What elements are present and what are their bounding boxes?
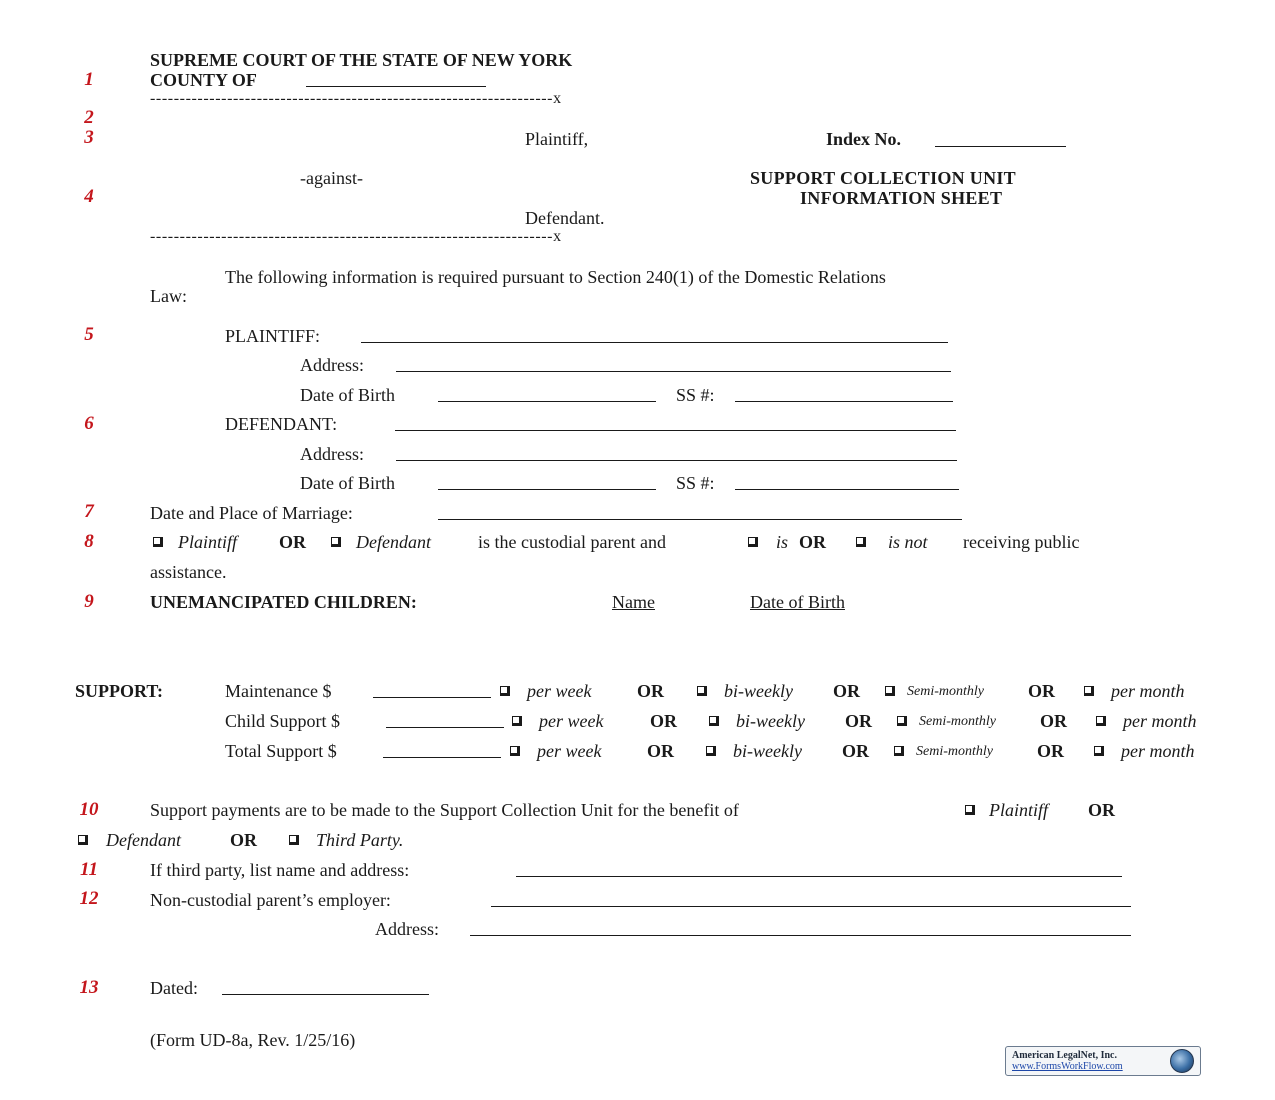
beneficiary-defendant-checkbox[interactable]	[78, 835, 88, 845]
support-label: SUPPORT:	[75, 681, 164, 701]
marriage-field[interactable]	[438, 519, 962, 520]
child-support-or-2: OR	[845, 711, 872, 731]
child-support-label: Child Support $	[225, 711, 341, 731]
total-support-label: Total Support $	[225, 741, 337, 761]
maintenance-or-3: OR	[1028, 681, 1055, 701]
marriage-label: Date and Place of Marriage:	[150, 503, 353, 523]
employer-address-field[interactable]	[470, 935, 1131, 936]
maintenance-per-month-text: per month	[1111, 681, 1185, 701]
payments-text: Support payments are to be made to the Support Collection Unit for the benefit of	[150, 800, 739, 820]
line-number-9: 9	[84, 591, 94, 612]
beneficiary-plaintiff-checkbox[interactable]	[965, 805, 975, 815]
total-support-or-1: OR	[647, 741, 674, 761]
defendant-dob-field[interactable]	[438, 489, 656, 490]
employer-field[interactable]	[491, 906, 1131, 907]
plaintiff-ssn-label: SS #:	[676, 385, 715, 405]
total-support-per-week-checkbox[interactable]	[510, 746, 520, 756]
defendant-ssn-field[interactable]	[735, 489, 959, 490]
line-number-11: 11	[80, 859, 98, 880]
line-number-4: 4	[84, 186, 94, 207]
defendant-address-field[interactable]	[396, 460, 957, 461]
intro-text-cont: Law:	[150, 286, 187, 306]
third-party-label: If third party, list name and address:	[150, 860, 410, 880]
american-legalnet-logo[interactable]	[1005, 1046, 1201, 1076]
custodial-or-1: OR	[279, 532, 306, 552]
defendant-custodial-checkbox[interactable]	[331, 537, 341, 547]
custodial-or-2: OR	[799, 532, 826, 552]
court-heading: SUPREME COURT OF THE STATE OF NEW YORK	[150, 50, 573, 70]
defendant-ssn-label: SS #:	[676, 473, 715, 493]
form-number: (Form UD-8a, Rev. 1/25/16)	[150, 1030, 356, 1050]
line-number-1: 1	[84, 69, 94, 90]
maintenance-semi-monthly-text: Semi-monthly	[907, 684, 984, 699]
employer-address-label: Address:	[375, 919, 439, 939]
total-support-amount-field[interactable]	[383, 757, 501, 758]
maintenance-amount-field[interactable]	[373, 697, 491, 698]
dated-label: Dated:	[150, 978, 198, 998]
beneficiary-third-party-checkbox[interactable]	[289, 835, 299, 845]
defendant-label: DEFENDANT:	[225, 414, 338, 434]
total-support-or-3: OR	[1037, 741, 1064, 761]
is-not-receiving-checkbox[interactable]	[856, 537, 866, 547]
line-number-6: 6	[84, 413, 94, 434]
plaintiff-dob-field[interactable]	[438, 401, 656, 402]
plaintiff-address-label: Address:	[300, 355, 364, 375]
maintenance-per-month-checkbox[interactable]	[1084, 686, 1094, 696]
total-support-semi-monthly-checkbox[interactable]	[894, 746, 904, 756]
against-caption: -against-	[300, 168, 363, 188]
plaintiff-custodial-checkbox[interactable]	[153, 537, 163, 547]
line-number-2: 2	[84, 107, 94, 128]
line-number-10: 10	[79, 799, 99, 820]
child-support-per-month-text: per month	[1123, 711, 1197, 731]
custodial-middle-text: is the custodial parent and	[478, 532, 666, 552]
child-support-or-1: OR	[650, 711, 677, 731]
child-support-per-week-checkbox[interactable]	[512, 716, 522, 726]
plaintiff-name-field[interactable]	[361, 342, 948, 343]
plaintiff-address-field[interactable]	[396, 371, 951, 372]
plaintiff-dob-label: Date of Birth	[300, 385, 395, 405]
line-number-12: 12	[79, 888, 99, 909]
children-label: UNEMANCIPATED CHILDREN:	[150, 592, 417, 612]
plaintiff-ssn-field[interactable]	[735, 401, 953, 402]
beneficiary-third-party-text: Third Party.	[316, 830, 404, 850]
total-support-bi-weekly-text: bi-weekly	[733, 741, 802, 761]
is-not-text: is not	[888, 532, 928, 552]
child-support-semi-monthly-checkbox[interactable]	[897, 716, 907, 726]
line-number-5: 5	[84, 324, 94, 345]
form-title-line-2: INFORMATION SHEET	[800, 188, 1003, 208]
beneficiary-defendant-text: Defendant	[106, 830, 181, 850]
receiving-text: receiving public	[963, 532, 1080, 552]
employer-label: Non-custodial parent’s employer:	[150, 890, 391, 910]
defendant-name-field[interactable]	[395, 430, 956, 431]
third-party-field[interactable]	[516, 876, 1122, 877]
total-support-per-month-text: per month	[1121, 741, 1195, 761]
custodial-defendant-text: Defendant	[356, 532, 431, 552]
globe-icon	[1170, 1049, 1194, 1073]
custodial-plaintiff-text: Plaintiff	[178, 532, 238, 552]
line-number-3: 3	[84, 127, 94, 148]
child-support-semi-monthly-text: Semi-monthly	[919, 714, 996, 729]
beneficiary-or-1: OR	[1088, 800, 1115, 820]
child-support-bi-weekly-checkbox[interactable]	[709, 716, 719, 726]
maintenance-per-week-checkbox[interactable]	[500, 686, 510, 696]
maintenance-per-week-text: per week	[527, 681, 592, 701]
is-receiving-checkbox[interactable]	[748, 537, 758, 547]
child-support-or-3: OR	[1040, 711, 1067, 731]
total-support-per-week-text: per week	[537, 741, 602, 761]
index-no-label: Index No.	[826, 129, 902, 149]
children-name-column: Name	[612, 592, 655, 612]
caption-divider-top: --------------------------------------------------------------------x	[150, 90, 562, 107]
plaintiff-caption: Plaintiff,	[525, 129, 589, 149]
total-support-or-2: OR	[842, 741, 869, 761]
maintenance-bi-weekly-text: bi-weekly	[724, 681, 793, 701]
child-support-bi-weekly-text: bi-weekly	[736, 711, 805, 731]
dated-field[interactable]	[222, 994, 429, 995]
total-support-bi-weekly-checkbox[interactable]	[706, 746, 716, 756]
index-no-field[interactable]	[935, 146, 1066, 147]
line-number-7: 7	[84, 501, 94, 522]
maintenance-label: Maintenance $	[225, 681, 332, 701]
maintenance-or-1: OR	[637, 681, 664, 701]
form-title-line-1: SUPPORT COLLECTION UNIT	[750, 168, 1016, 188]
total-support-per-month-checkbox[interactable]	[1094, 746, 1104, 756]
county-field[interactable]	[306, 86, 486, 87]
line-number-8: 8	[84, 531, 94, 552]
defendant-address-label: Address:	[300, 444, 364, 464]
child-support-per-month-checkbox[interactable]	[1096, 716, 1106, 726]
line-number-13: 13	[79, 977, 99, 998]
beneficiary-or-2: OR	[230, 830, 257, 850]
caption-divider-bottom: --------------------------------------------------------------------x	[150, 228, 562, 245]
child-support-per-week-text: per week	[539, 711, 604, 731]
defendant-dob-label: Date of Birth	[300, 473, 395, 493]
children-dob-column: Date of Birth	[750, 592, 845, 612]
beneficiary-plaintiff-text: Plaintiff	[989, 800, 1049, 820]
total-support-semi-monthly-text: Semi-monthly	[916, 744, 993, 759]
logo-url-link[interactable]: www.FormsWorkFlow.com	[1012, 1061, 1123, 1072]
county-label: COUNTY OF	[150, 70, 257, 90]
maintenance-semi-monthly-checkbox[interactable]	[885, 686, 895, 696]
child-support-amount-field[interactable]	[386, 727, 504, 728]
assistance-text: assistance.	[150, 562, 227, 582]
plaintiff-label: PLAINTIFF:	[225, 326, 321, 346]
is-text: is	[776, 532, 789, 552]
intro-text: The following information is required pursuant to Section 240(1) of the Domestic Relations	[225, 267, 886, 287]
logo-company-name: American LegalNet, Inc.	[1012, 1050, 1117, 1061]
maintenance-bi-weekly-checkbox[interactable]	[697, 686, 707, 696]
defendant-caption: Defendant.	[525, 208, 605, 228]
maintenance-or-2: OR	[833, 681, 860, 701]
